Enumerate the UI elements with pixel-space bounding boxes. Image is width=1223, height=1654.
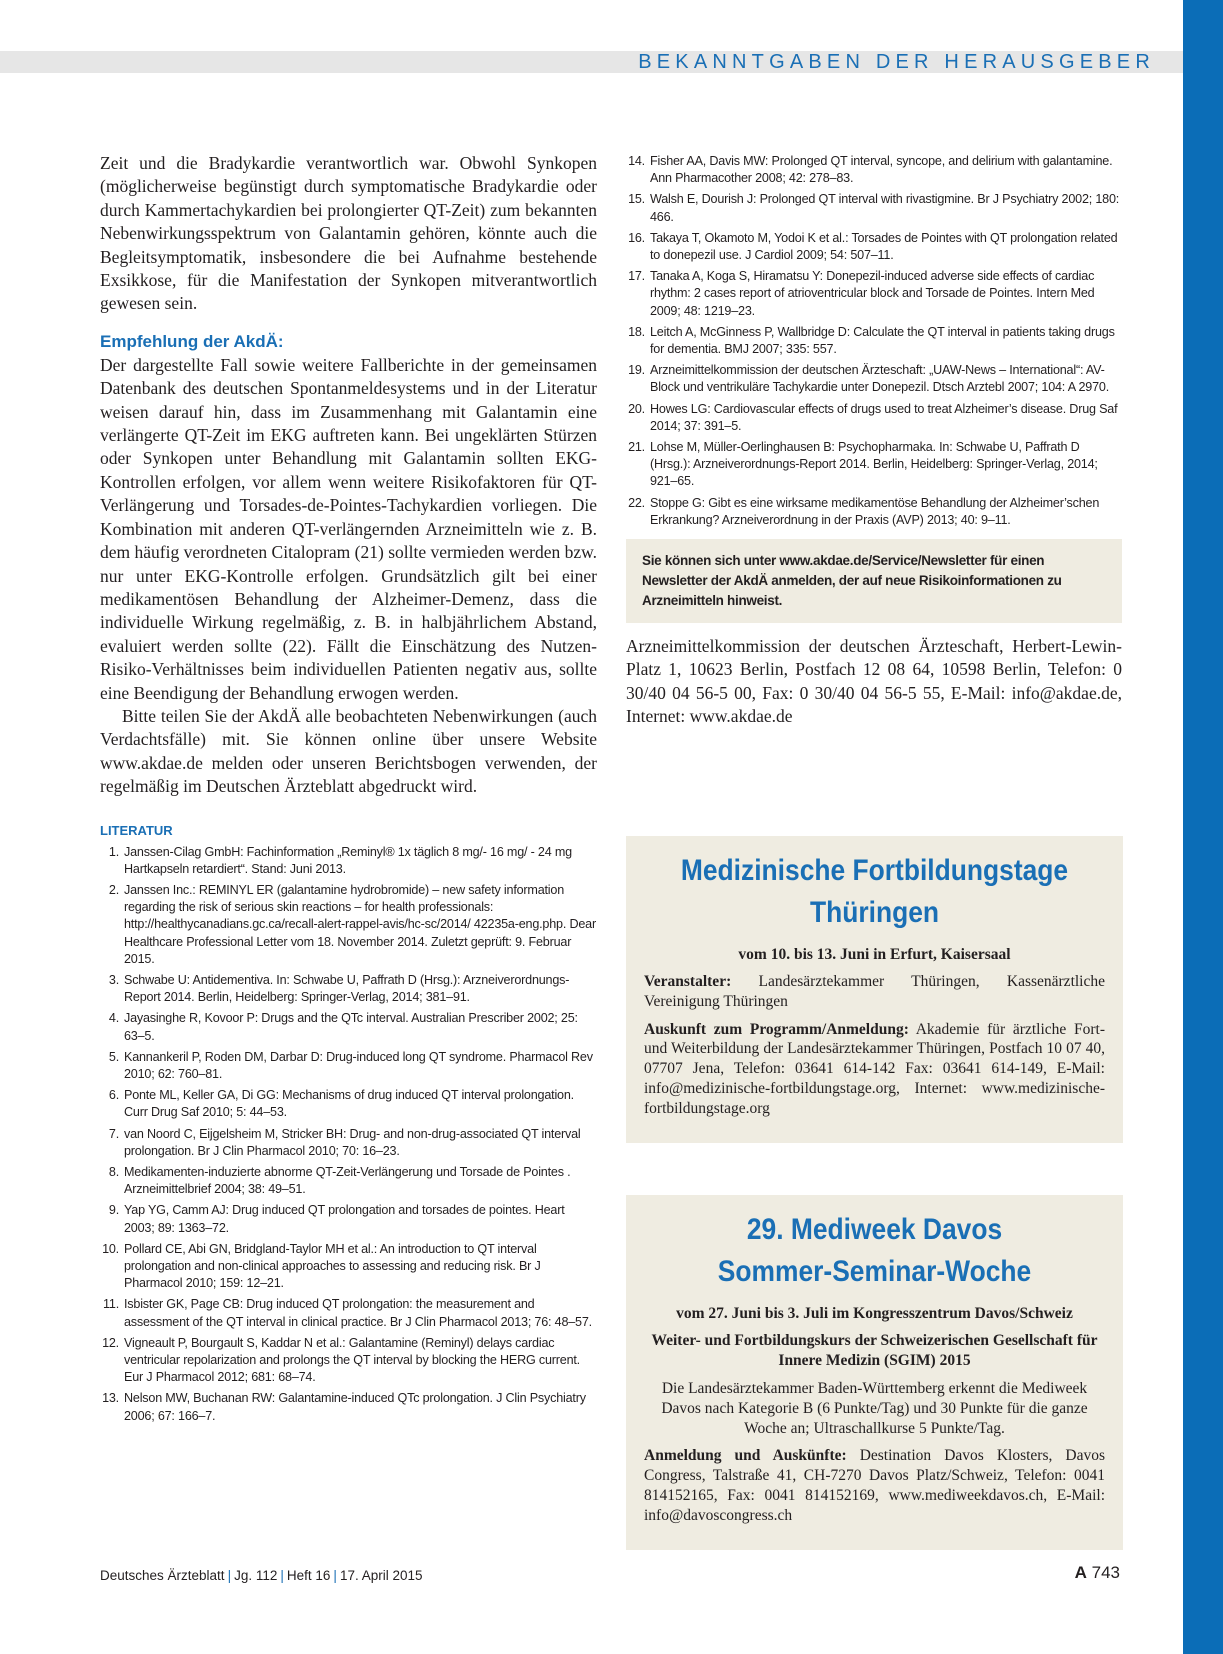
reference-text: van Noord C, Eijgelsheim M, Stricker BH: Drug- and non-drug-associated QT interval prolongation. Br J Clin Pharmacol 2010; 70: 16–23. xyxy=(124,1126,581,1158)
reference-item xyxy=(100,882,597,968)
reference-number: 6. xyxy=(108,1088,119,1103)
footer-separator: | xyxy=(280,1568,284,1583)
reference-item xyxy=(100,844,597,878)
reference-item xyxy=(626,324,1122,358)
reference-text: Yap YG, Camm AJ: Drug induced QT prolongation and torsades de pointes. Heart 2003; 89: 1363–72. xyxy=(124,1203,565,1235)
reference-number: 19. xyxy=(628,363,645,378)
event-subtitle: Weiter- und Fortbildungskurs der Schweizerischen Gesellschaft für Innere Medizin (SGIM) 2015 xyxy=(651,1332,1098,1369)
reference-text: Jayasinghe R, Kovoor P: Drugs and the QTc interval. Australian Prescriber 2002; 25: 63–5. xyxy=(124,1011,578,1043)
info-label: Auskunft zum Programm/Anmeldung: xyxy=(644,1020,909,1038)
reference-item xyxy=(626,401,1122,435)
reference-list-right xyxy=(626,153,1122,529)
contact-paragraph: Arzneimittelkommission der deutschen Ärzteschaft, Herbert-Lewin-Platz 1, 10623 Berlin, Postfach 12 08 64, 10598 Berlin, Telefon: 0 30/40 04 56-5 00, Fax: 0 30/40 04 56-5 55, E-Mail: info@akdae.de, Internet: www.akdae.de xyxy=(626,636,1122,727)
reference-text: Takaya T, Okamoto M, Yodoi K et al.: Torsades de Pointes with QT prolongation related to donepezil use. J Cardiol 2009; 54: 507–11. xyxy=(650,230,1118,263)
event-date: vom 10. bis 13. Juni in Erfurt, Kaisersaal xyxy=(738,946,1011,963)
reference-number: 18. xyxy=(628,324,645,339)
reference-number: 12. xyxy=(102,1335,119,1350)
recommendation-paragraph: Der dargestellte Fall sowie weitere Fallberichte in der gemeinsamen Datenbank des deutschen Spontanmeldesystems und in der Literatur weisen darauf hin, dass im Zusammenhang mit Galantamin eine verlängerte QT-Zeit im EKG auftreten kann. Bei ungeklärten Stürzen oder Synkopen unter Behandlung mit Galantamin sollten EKG-Kontrollen erfolgen, vor allem wenn weitere Risikofaktoren für QT-Verlängerung und Torsades-de-Pointes-Tachykardien vorliegen. Die Kombination mit anderen QT-verlängernden Arzneimitteln wie z. B. dem häufig verordneten Citalopram (21) sollte vermieden werden bzw. nur unter EKG-Kontrolle erfolgen. Grundsätzlich gilt bei einer medikamentösen Behandlung der Alzheimer-Demenz, dass die individuelle Wirkung regelmäßig, z. B. in halbjährlichem Abstand, evaluiert werden sollte (22). Fällt die Einschätzung des Nutzen-Risiko-Verhältnisses beim individuellen Patienten negativ aus, sollte eine Beendigung der Behandlung erwogen werden. xyxy=(100,354,597,703)
reference-number: 3. xyxy=(108,972,119,987)
reference-text: Medikamenten-induzierte abnorme QT-Zeit-Verlängerung und Torsade de Pointes . Arzneimittelbrief 2004; 38: 49–51. xyxy=(124,1165,571,1197)
info-text: Akademie für ärztliche Fort- und Weiterbildung der Landesärztekammer Thüringen, Postfach 10 07 40, 07707 Jena, Telefon: 03641 614-142 Fax: 03641 614-149, E-Mail: info@medizinische-fortbildungstage.org, Internet: www.medizinische-fortbildungstage.org xyxy=(644,1020,1105,1117)
info-label: Anmeldung und Auskünfte: xyxy=(644,1447,847,1465)
event-title-line2: Sommer-Seminar-Woche xyxy=(717,1255,1032,1288)
reference-item xyxy=(100,1202,597,1236)
reference-item xyxy=(100,1049,597,1083)
reference-number: 17. xyxy=(628,269,645,284)
reference-item xyxy=(100,972,597,1006)
reference-text: Tanaka A, Koga S, Hiramatsu Y: Donepezil-induced adverse side effects of cardiac rhythm: 2 cases report of atrioventricular block and Torsade de Pointes. Intern Med 2009; 48: 1219–23. xyxy=(650,269,1095,318)
reference-item xyxy=(626,268,1122,320)
reference-text: Walsh E, Dourish J: Prolonged QT interval with rivastigmine. Br J Psychiatry 2002; 180: 466. xyxy=(650,192,1120,224)
reference-text: Arzneimittelkommission der deutschen Ärzteschaft: „UAW-News – International“: AV-Block und ventrikuläre Tachykardie unter Donepezil. Dtsch Arztebl 2007; 104: A 2970. xyxy=(650,363,1110,395)
event-title-line1: Medizinische Fortbildungstage xyxy=(680,854,1069,887)
event-box-davos xyxy=(626,1195,1123,1550)
reference-item xyxy=(626,191,1122,225)
footer-issue: Heft 16 xyxy=(286,1568,331,1583)
intro-paragraph: Zeit und die Bradykardie verantwortlich war. Obwohl Synkopen (möglicherweise begünstigt durch symptomatische Bradykardie oder durch Kammertachykardien bei prolongierter QT-Zeit) zum bekannten Nebenwirkungsspektrum von Galantamin gehören, könnte auch die Begleitsymptomatik, insbesondere die bei Aufnahme bestehende Exsikkose, für die Manifestation der Synkopen mitverantwortlich gewesen sein. xyxy=(100,153,597,314)
right-column xyxy=(626,153,1122,729)
reference-item xyxy=(100,1390,597,1424)
reference-item xyxy=(100,1335,597,1387)
reference-item xyxy=(100,1087,597,1121)
reference-number: 7. xyxy=(108,1126,119,1141)
left-column xyxy=(100,152,597,1429)
page-prefix: A xyxy=(1074,1563,1087,1582)
footer-date: 17. April 2015 xyxy=(339,1568,423,1583)
reference-number: 21. xyxy=(628,440,645,455)
reference-item xyxy=(626,230,1122,264)
reporting-paragraph: Bitte teilen Sie der AkdÄ alle beobachteten Nebenwirkungen (auch Verdachtsfälle) mit. Sie können online über unsere Website www.akdae.de melden oder unseren Berichtsbogen verwenden, der regelmäßig im Deutschen Ärzteblatt abgedruckt wird. xyxy=(100,705,597,797)
reference-item xyxy=(100,1164,597,1198)
reference-text: Isbister GK, Page CB: Drug induced QT prolongation: the measurement and assessment of the QT interval in clinical practice. Br J Clin Pharmacol 2013; 76: 48–57. xyxy=(124,1297,592,1329)
reference-number: 15. xyxy=(628,192,645,207)
reference-text: Howes LG: Cardiovascular effects of drugs used to treat Alzheimer’s disease. Drug Saf 2014; 37: 391–5. xyxy=(650,401,1118,433)
section-header: BEKANNTGABEN DER HERAUSGEBER xyxy=(638,51,1155,73)
reference-number: 11. xyxy=(103,1297,119,1312)
reference-number: 9. xyxy=(108,1203,119,1218)
reference-text: Lohse M, Müller-Oerlinghausen B: Psychopharmaka. In: Schwabe U, Paffrath D (Hrsg.): Arzneiverordnungs-Report 2014. Berlin, Heidelberg: Springer-Verlag, 2014; 921–65. xyxy=(650,440,1098,489)
reference-item xyxy=(100,1010,597,1044)
event-date: vom 27. Juni bis 3. Juli im Kongresszentrum Davos/Schweiz xyxy=(676,1305,1073,1322)
reference-text: Vigneault P, Bourgault S, Kaddar N et al.: Galantamine (Reminyl) delays cardiac ventricular repolarization and prolongs the QT interval by blocking the HERG current. Eur J Pharmacol 2012; 681: 68–74. xyxy=(124,1335,580,1385)
event-box-thueringen xyxy=(626,836,1123,1143)
reference-number: 5. xyxy=(108,1049,119,1064)
footer-journal: Deutsches Ärzteblatt xyxy=(100,1568,225,1583)
reference-number: 22. xyxy=(628,495,645,510)
reference-text: Nelson MW, Buchanan RW: Galantamine-induced QTc prolongation. J Clin Psychiatry 2006; 67: 166–7. xyxy=(124,1391,586,1423)
reference-number: 16. xyxy=(628,230,645,245)
reference-number: 4. xyxy=(108,1011,119,1026)
footer-volume: Jg. 112 xyxy=(234,1568,278,1583)
organizer-label: Veranstalter: xyxy=(644,973,732,990)
event-organizer xyxy=(644,972,1105,1012)
info-text: Destination Davos Klosters, Davos Congress, Talstraße 41, CH-7270 Davos Platz/Schweiz, Telefon: 0041 814152165, Fax: 0041 814152169, www.mediweekdavos.ch, E-Mail: info@davoscongress.ch xyxy=(644,1447,1105,1524)
footer-separator: | xyxy=(227,1568,232,1583)
reference-text: Janssen-Cilag GmbH: Fachinformation „Reminyl® 1x täglich 8 mg/- 16 mg/ - 24 mg Hartkapseln retardiert“. Stand: Juni 2013. xyxy=(124,844,572,876)
footer-separator: | xyxy=(333,1568,337,1583)
reference-item xyxy=(626,495,1122,529)
reference-item xyxy=(626,153,1122,187)
reference-number: 1. xyxy=(108,844,119,859)
reference-item xyxy=(100,1241,597,1293)
reference-item xyxy=(626,362,1122,396)
newsletter-box: Sie können sich unter www.akdae.de/Service/Newsletter für einen Newsletter der AkdÄ anmelden, der auf neue Risikoinformationen zu Arzneimitteln hinweist. xyxy=(626,539,1122,623)
page-number-value: 743 xyxy=(1091,1563,1120,1582)
reference-text: Fisher AA, Davis MW: Prolonged QT interval, syncope, and delirium with galantamine. Ann Pharmacother 2008; 42: 278–83. xyxy=(650,154,1113,186)
footer-citation xyxy=(100,1568,423,1583)
side-color-bar xyxy=(1183,0,1223,1654)
event-title-line1: 29. Mediweek Davos xyxy=(746,1213,1003,1246)
reference-text: Stoppe G: Gibt es eine wirksame medikamentöse Behandlung der Alzheimer’schen Erkrankung? Arzneiverordnung in der Praxis (AVP) 2013; 40: 9–11. xyxy=(650,495,1100,527)
literature-heading: LITERATUR xyxy=(100,822,173,838)
reference-item xyxy=(100,1126,597,1160)
recommendation-heading: Empfehlung der AkdÄ: xyxy=(100,331,284,351)
reference-item xyxy=(100,1296,597,1330)
event-credits: Die Landesärztekammer Baden-Württemberg erkennt die Mediweek Davos nach Kategorie B (6 Punkte/Tag) und 30 Punkte für die ganze Woche an; Ultraschallkurse 5 Punkte/Tag. xyxy=(661,1380,1088,1437)
reference-number: 14. xyxy=(628,154,645,168)
reference-number: 13. xyxy=(102,1391,119,1406)
reference-item xyxy=(626,439,1122,491)
reference-text: Schwabe U: Antidementiva. In: Schwabe U, Paffrath D (Hrsg.): Arzneiverordnungs-Report 2014. Berlin, Heidelberg: Springer-Verlag, 2014; 381–91. xyxy=(124,972,570,1005)
reference-text: Janssen Inc.: REMINYL ER (galantamine hydrobromide) – new safety information regarding the risk of serious skin reactions – for health professionals: http://healthycanadians.gc.ca/recall-alert-rappel-avis/hc-sc/2014/ 42235a-eng.php. Dear Healthcare Professional Letter vom 18. November 2014. Zuletzt geprüft: 9. Februar 2015. xyxy=(124,882,596,966)
page-number xyxy=(1075,1563,1120,1583)
reference-number: 8. xyxy=(108,1165,119,1180)
reference-text: Leitch A, McGinness P, Wallbridge D: Calculate the QT interval in patients taking drugs for dementia. BMJ 2007; 335: 557. xyxy=(650,324,1115,357)
reference-text: Ponte ML, Keller GA, Di GG: Mechanisms of drug induced QT interval prolongation. Curr Drug Saf 2010; 5: 44–53. xyxy=(124,1088,574,1120)
event-title-line2: Thüringen xyxy=(809,896,940,929)
reference-list-left xyxy=(100,844,597,1425)
reference-text: Pollard CE, Abi GN, Bridgland-Taylor MH et al.: An introduction to QT interval prolongation and non-clinical approaches to assessing and reducing risk. Br J Pharmacol 2010; 159: 12–21. xyxy=(124,1241,541,1291)
reference-number: 2. xyxy=(108,882,119,897)
reference-text: Kannankeril P, Roden DM, Darbar D: Drug-induced long QT syndrome. Pharmacol Rev 2010; 62: 760–81. xyxy=(124,1049,593,1081)
event-info xyxy=(644,1446,1105,1525)
event-info xyxy=(644,1020,1105,1119)
reference-number: 20. xyxy=(628,401,645,416)
organizer-text: Landesärztekammer Thüringen, Kassenärztliche Vereinigung Thüringen xyxy=(644,973,1105,1010)
reference-number: 10. xyxy=(102,1241,119,1256)
